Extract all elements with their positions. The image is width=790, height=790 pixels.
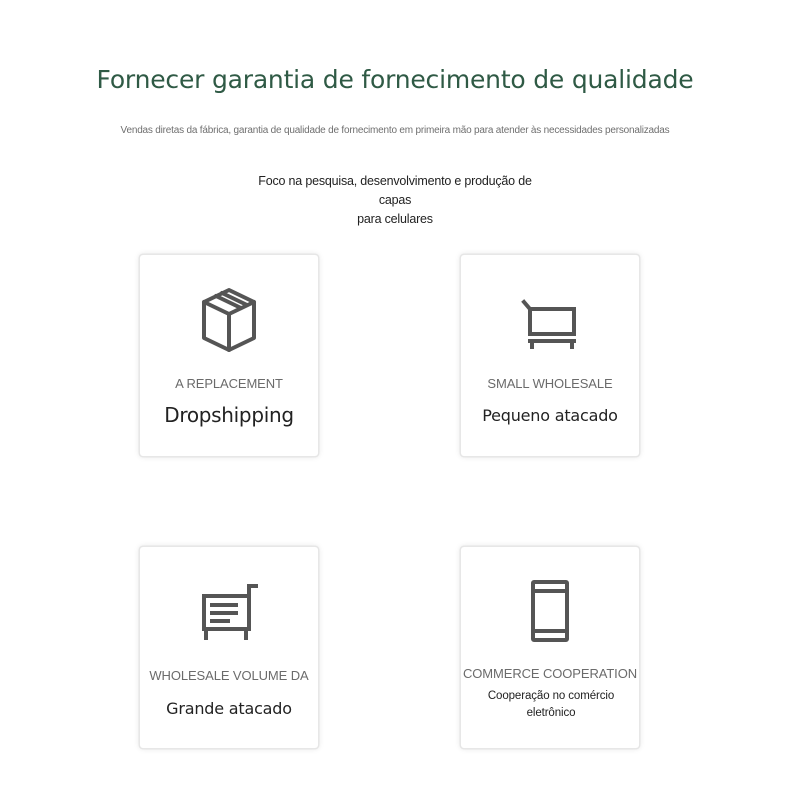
focus-line-2: para celulares <box>357 212 433 226</box>
page-title: Fornecer garantia de fornecimento de qualidade <box>96 65 694 94</box>
card-label: COMMERCE COOPERATION <box>463 666 637 681</box>
smartphone-icon <box>461 579 639 643</box>
card-title: Pequeno atacado <box>482 406 618 425</box>
page-subtitle: Vendas diretas da fábrica, garantia de qualidade de fornecimento em primeira mão para atender às necessidades personalizadas <box>120 125 670 136</box>
focus-line-1: Foco na pesquisa, desenvolvimento e produção de capas <box>258 174 532 207</box>
card-label: SMALL WHOLESALE <box>487 376 613 391</box>
service-card-large-wholesale[interactable] <box>139 546 319 749</box>
list-cart-icon <box>140 583 318 643</box>
card-title: Dropshipping <box>164 403 294 427</box>
focus-statement <box>245 172 545 229</box>
service-card-ecommerce[interactable] <box>460 546 640 749</box>
card-title: Cooperação no comércio eletrônico <box>487 690 615 719</box>
card-title: Grande atacado <box>166 699 292 718</box>
service-card-dropshipping[interactable] <box>139 254 319 457</box>
box-icon <box>140 287 318 353</box>
card-label: A REPLACEMENT <box>175 376 283 391</box>
cart-icon <box>461 299 639 351</box>
card-label: WHOLESALE VOLUME DA <box>149 668 309 683</box>
service-card-small-wholesale[interactable] <box>460 254 640 457</box>
